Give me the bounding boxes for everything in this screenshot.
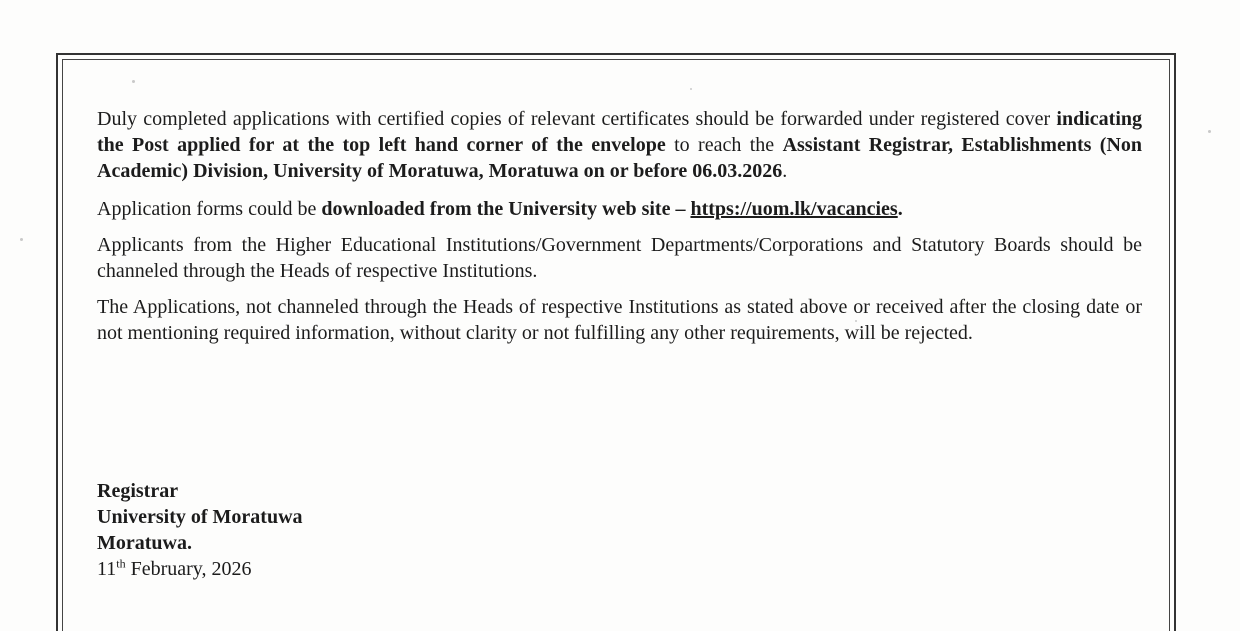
paragraph-rejection: The Applications, not channeled through the Heads of respective Institutions as stated above or received after the closing date or not mentioning required information, without clarity or not fulfilling any other requirements, will be rejected. (97, 296, 1142, 344)
date-rest: February, 2026 (125, 558, 252, 580)
document-body (97, 106, 1142, 346)
signatory-organization: University of Moratuwa (97, 506, 303, 528)
signature-date (97, 556, 303, 582)
scan-speck (1208, 130, 1211, 133)
paragraph-download (97, 196, 1142, 222)
paragraph-bold-text: Assistant Registrar, Establishments (Non Academic) Division, University of Moratuwa, Moratuwa on or before 06.03.2026 (97, 134, 1143, 182)
scan-speck (690, 88, 692, 90)
paragraph-text: Application forms could be (97, 198, 322, 220)
date-day: 11 (97, 558, 117, 580)
signatory-city: Moratuwa. (97, 532, 192, 554)
scan-speck (132, 80, 135, 83)
signatory-title: Registrar (97, 480, 179, 502)
paragraph-text: to reach the (665, 134, 783, 156)
paragraph-text: . (782, 160, 788, 182)
paragraph-submission (97, 106, 1142, 184)
paragraph-bold-text: indicating the Post applied for at the top left hand corner of the envelope (97, 108, 1142, 156)
paragraph-channeling: Applicants from the Higher Educational Institutions/Government Departments/Corporations and Statutory Boards should be channeled through the Heads of respective Institutions. (97, 234, 1142, 282)
vacancies-link[interactable]: https://uom.lk/vacancies (690, 198, 898, 220)
paragraph-bold-text: downloaded from the University web site – (321, 198, 691, 220)
signature-block (97, 478, 303, 582)
paragraph-bold-text: . (897, 198, 903, 220)
scan-speck (20, 238, 23, 241)
paragraph-text: Duly completed applications with certified copies of relevant certificates should be forwarded under registered cover (97, 108, 1057, 130)
date-suffix: th (116, 556, 126, 571)
